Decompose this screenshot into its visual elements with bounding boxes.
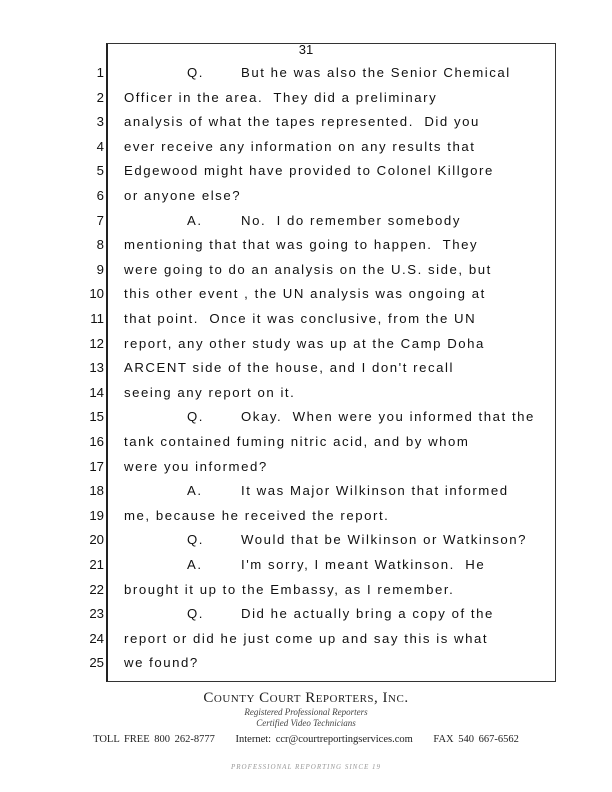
line-number: 12 <box>89 335 104 351</box>
line-number: 2 <box>96 89 104 105</box>
speaker-label: Q. <box>187 409 205 425</box>
footer <box>0 690 612 771</box>
line-text: Officer in the area. They did a preliminary <box>124 89 438 105</box>
transcript-line <box>0 409 612 429</box>
line-text: ARCENT side of the house, and I don't recall <box>124 360 454 376</box>
transcript-line <box>0 311 612 331</box>
line-text: seeing any report on it. <box>124 384 296 400</box>
transcript-line <box>0 434 612 454</box>
line-number: 17 <box>89 458 104 474</box>
contact-line <box>0 734 612 745</box>
line-number: 13 <box>89 360 104 376</box>
transcript-line <box>0 508 612 528</box>
transcript-line <box>0 188 612 208</box>
line-text: Did he actually bring a copy of the <box>241 606 494 622</box>
transcript-line <box>0 90 612 110</box>
line-number: 7 <box>96 212 104 228</box>
line-text: ever receive any information on any results that <box>124 138 476 154</box>
line-number: 9 <box>96 261 104 277</box>
line-number: 19 <box>89 507 104 523</box>
line-number: 8 <box>96 237 104 253</box>
transcript-line <box>0 606 612 626</box>
transcript-line <box>0 65 612 85</box>
line-text: tank contained fuming nitric acid, and by whom <box>124 434 470 449</box>
transcript-line <box>0 336 612 356</box>
transcript-line <box>0 114 612 134</box>
line-text: I'm sorry, I meant Watkinson. He <box>241 557 486 572</box>
line-number: 21 <box>89 557 104 572</box>
transcript-line <box>0 582 612 602</box>
line-number: 11 <box>90 311 104 326</box>
line-number: 3 <box>96 114 104 130</box>
transcript-line <box>0 213 612 233</box>
line-number: 16 <box>89 434 104 449</box>
line-text: that point. Once it was conclusive, from the UN <box>124 311 477 326</box>
toll-free: TOLL FREE 800 262-8777 <box>93 734 215 745</box>
transcript-line <box>0 237 612 257</box>
transcript-line <box>0 557 612 577</box>
speaker-label: A. <box>187 483 203 499</box>
line-number: 20 <box>89 532 104 548</box>
fax: FAX 540 667-6562 <box>433 734 519 745</box>
line-text: Okay. When were you informed that the <box>241 409 535 425</box>
line-text: me, because he received the report. <box>124 507 390 523</box>
line-number: 5 <box>96 163 104 179</box>
line-text: No. I do remember somebody <box>241 212 461 228</box>
line-number: 23 <box>89 606 104 622</box>
firm-name: County Court Reporters, Inc. <box>203 690 409 706</box>
line-text: were going to do an analysis on the U.S. side, but <box>124 261 492 277</box>
line-text: brought it up to the Embassy, as I remember. <box>124 581 455 597</box>
line-text: Would that be Wilkinson or Watkinson? <box>241 532 528 548</box>
speaker-label: A. <box>187 212 203 228</box>
line-number: 18 <box>89 483 104 499</box>
line-text: report, any other study was up at the Camp Doha <box>124 335 485 351</box>
transcript-line <box>0 262 612 282</box>
line-number: 6 <box>96 188 104 203</box>
speaker-label: Q. <box>187 532 205 548</box>
line-text: mentioning that that was going to happen. They <box>124 237 479 253</box>
line-text: this other event , the UN analysis was ongoing at <box>124 286 486 302</box>
speaker-label: A. <box>187 557 203 572</box>
transcript-line <box>0 631 612 651</box>
transcript-line <box>0 360 612 380</box>
line-text: report or did he just come up and say this is what <box>124 630 489 646</box>
transcript-line <box>0 532 612 552</box>
line-number: 10 <box>89 286 104 302</box>
transcript-line <box>0 163 612 183</box>
transcript-line <box>0 139 612 159</box>
line-number: 14 <box>89 384 104 400</box>
line-text: It was Major Wilkinson that informed <box>241 483 509 499</box>
page-number: 31 <box>298 42 314 57</box>
transcript-line <box>0 655 612 675</box>
speaker-label: Q. <box>187 65 205 80</box>
transcript-line <box>0 483 612 503</box>
line-text: or anyone else? <box>124 188 242 203</box>
speaker-label: Q. <box>187 606 205 622</box>
line-number: 24 <box>89 630 104 646</box>
line-text: Edgewood might have provided to Colonel Killgore <box>124 163 494 179</box>
line-text: But he was also the Senior Chemical <box>241 65 511 80</box>
since-line: PROFESSIONAL REPORTING SINCE 19 <box>230 763 382 771</box>
transcript-line <box>0 459 612 479</box>
line-number: 1 <box>96 65 104 80</box>
internet: Internet: ccr@courtreportingservices.com <box>235 734 413 745</box>
tagline-1: Registered Professional Reporters <box>244 707 368 717</box>
line-number: 22 <box>89 581 104 597</box>
line-text: we found? <box>124 655 199 671</box>
line-text: were you informed? <box>124 458 268 474</box>
transcript-line <box>0 286 612 306</box>
transcript-line <box>0 385 612 405</box>
line-text: analysis of what the tapes represented. Did you <box>124 114 480 130</box>
line-number: 25 <box>89 655 104 671</box>
line-number: 15 <box>89 409 104 425</box>
line-number: 4 <box>96 138 104 154</box>
tagline-2: Certified Video Technicians <box>256 718 356 728</box>
